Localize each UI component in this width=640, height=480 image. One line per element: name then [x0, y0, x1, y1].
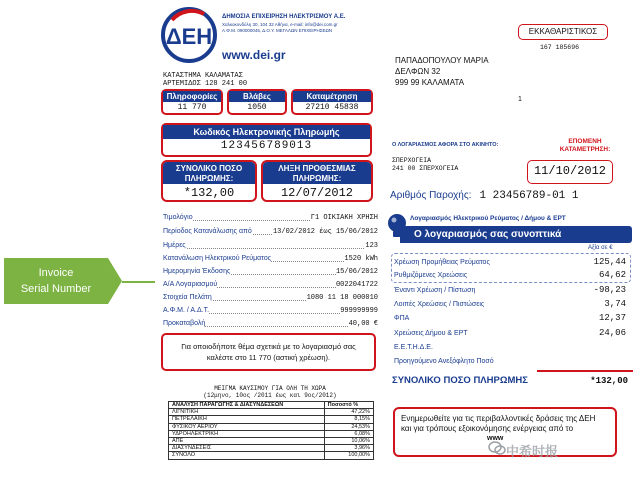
- table-row: ΛΙΓΝΙΤΙΚΗ 47,22%: [169, 409, 374, 416]
- detail-row-prepayment: Προκαταβολή 40,00 €: [163, 320, 378, 328]
- payment-code-value: 123456789013: [220, 140, 313, 152]
- fuel-mix-title: ΜΕΙΓΜΑ ΚΑΥΣΙΜΟΥ ΓΙΑ ΟΛΗ ΤΗ ΧΩΡΑ (12μηνο, 10ος /2011 έως και 9ος/2012): [203, 385, 337, 399]
- info-box-value: 1050: [247, 103, 267, 112]
- table-row: ΦΥΣΙΚΟΥ ΑΕΡΙΟΥ 24,53%: [169, 423, 374, 430]
- store-address: ΚΑΤΑΣΤΗΜΑ ΚΑΛΑΜΑΤΑΣ ΑΡΤΕΜΙΔΟΣ 128 241 00: [163, 72, 248, 88]
- summary-row-municipal: Χρεώσεις Δήμου & ΕΡΤ 24,06: [394, 328, 626, 338]
- detail-row-tariff: Τιμολόγιο Γ1 ΟΙΚΙΑΚΗ ΧΡΗΣΗ: [163, 214, 378, 222]
- dei-logo: [160, 6, 218, 64]
- callout-pointer-line: [122, 281, 155, 283]
- supply-label: Αριθμός Παροχής:: [390, 190, 472, 201]
- summary-caption: Λογαριασμός Ηλεκτρικού Ρεύματος / Δήμου & ΕΡΤ: [410, 215, 566, 222]
- next-meter-label: ΕΠΟΜΕΝΗ ΚΑΤΑΜΕΤΡΗΣΗ:: [559, 138, 611, 153]
- environment-note: Ενημερωθείτε για τις περιβαλλοντικές δράσεις της ΔΕΗ και για τρόπους εξοικονόμησης ενέργειας από το www: [393, 407, 617, 457]
- summary-row-regulated: Ρυθμιζόμενες Χρεώσεις 64,62: [394, 270, 626, 280]
- info-box-label: Πληροφορίες: [163, 91, 221, 102]
- table-row: ΥΔΡΟΗΛΕΚΤΡΙΚΗ 6,08%: [169, 430, 374, 437]
- website-link[interactable]: www.dei.gr: [222, 48, 286, 62]
- table-row: ΣΥΝΟΛΟ 100,00%: [169, 452, 374, 459]
- environment-link[interactable]: www: [487, 435, 504, 442]
- detail-row-consumption: Κατανάλωση Ηλεκτρικού Ρεύματος 1520 kWh: [163, 255, 378, 263]
- fuel-mix-table: [168, 401, 374, 460]
- info-box-label: Βλάβες: [229, 91, 285, 102]
- supply-value: 1 23456789-01 1: [479, 190, 579, 202]
- amount-column-header: Αξία σε €: [588, 245, 613, 251]
- due-label-line1: ΛΗΞΗ ΠΡΟΘΕΣΜΙΑΣ: [278, 164, 356, 173]
- logo-text: ΔΕΗ: [165, 24, 213, 49]
- summary-row-supply: Χρέωση Προμήθειας Ρεύματος 125,44: [394, 257, 626, 267]
- summary-title: Ο λογαριασμός σας συνοπτικά: [400, 226, 632, 243]
- customer-name: ΠΑΠΑΔΟΠΟΥΛΟΥ ΜΑΡΙΑ: [395, 56, 489, 65]
- info-box-info: [161, 89, 223, 115]
- detail-row-issue-date: Ημερομηνία Έκδοσης 15/06/2012: [163, 268, 378, 276]
- receipt-type-box: ΕΚΚΑΘΑΡΙΣΤΙΚΟΣ: [518, 24, 608, 40]
- supply-number: [390, 190, 579, 202]
- detail-row-invoice-serial: Α/Α Λογαριασμού 0022041722: [163, 281, 378, 289]
- property-label: Ο ΛΟΓΑΡΙΑΣΜΟΣ ΑΦΟΡΑ ΣΤΟ ΑΚΙΝΗΤΟ:: [392, 142, 499, 148]
- info-box-faults: [227, 89, 287, 115]
- summary-total: [392, 374, 628, 388]
- summary-row-advance: Έναντι Χρέωση / Πίστωση -98,23: [394, 285, 626, 295]
- chat-bubble-icon: [488, 440, 506, 456]
- info-box-metering: [291, 89, 373, 115]
- company-name: ΔΗΜΟΣΙΑ ΕΠΙΧΕΙΡΗΣΗ ΗΛΕΚΤΡΙΣΜΟΥ Α.Ε.: [222, 14, 346, 20]
- summary-row-other: Λοιπές Χρεώσεις / Πιστώσεις 3,74: [394, 299, 626, 309]
- info-box-value: 11 770: [177, 103, 207, 112]
- customer-street: ΔΕΛΦΩΝ 32: [395, 67, 441, 76]
- table-header: ΑΝΑΛΥΣΗ ΠΑΡΑΓΩΓΗΣ & ΔΙΑΣΥΝΔΕΣΕΩΝ: [169, 402, 325, 409]
- summary-row-vat: ΦΠΑ 12,37: [394, 313, 626, 323]
- detail-row-customer: Στοιχεία Πελάτη 1080 11 18 000010: [163, 294, 378, 302]
- summary-row-previous: Προηγούμενο Ανεξόφλητο Ποσό: [394, 358, 494, 365]
- table-header: Ποσοστό %: [324, 402, 373, 409]
- next-meter-date: 11/10/2012: [527, 160, 613, 184]
- total-divider: [537, 370, 633, 372]
- total-label-line1: ΣΥΝΟΛΙΚΟ ΠΟΣΟ: [175, 164, 243, 173]
- due-date-value: 12/07/2012: [280, 186, 353, 200]
- summary-total-label: ΣΥΝΟΛΙΚΟ ΠΟΣΟ ΠΛΗΡΩΜΗΣ: [392, 375, 528, 386]
- watermark-text: 中希时报: [506, 444, 559, 459]
- detail-row-period: Περίοδος Κατανάλωσης από 13/02/2012 έως 15/06/2012: [163, 228, 378, 236]
- property-address: ΣΠΕΡΧΟΓΕΙΑ 241 00 ΣΠΕΡΧΟΓΕΙΑ: [392, 157, 459, 172]
- info-box-label: Καταμέτρηση: [293, 91, 371, 102]
- detail-row-days: Ημέρες 123: [163, 242, 378, 250]
- customer-city: 999 99 ΚΑΛΑΜΑΤΑ: [395, 78, 465, 87]
- table-row: ΠΕΤΡΕΛΑΙΚΗ 8,15%: [169, 416, 374, 423]
- callout-label: Invoice Serial Number: [20, 267, 92, 295]
- page-number: 1: [518, 96, 522, 103]
- receipt-number: 167 185696: [540, 44, 580, 51]
- table-row: ΔΙΑΣΥΝΔΕΣΕΙΣ 3,96%: [169, 445, 374, 452]
- contact-note: Για οποιοδήποτε θέμα σχετικά με το λογαριασμό σας καλέστε στο 11 770 (αστική χρέωση).: [161, 333, 376, 371]
- total-label-line2: ΠΛΗΡΩΜΗΣ:: [184, 174, 234, 183]
- due-date-box: [261, 160, 373, 202]
- payment-code-label: Κωδικός Ηλεκτρονικής Πληρωμής: [163, 125, 370, 139]
- summary-total-value: *132,00: [590, 376, 628, 386]
- summary-row-eetide: Ε.Ε.Τ.Η.Δ.Ε.: [394, 344, 433, 351]
- table-row: ΑΠΕ 10,06%: [169, 438, 374, 445]
- due-label-line2: ΠΛΗΡΩΜΗΣ:: [292, 174, 342, 183]
- payment-code-box: [161, 123, 372, 157]
- info-box-value: 27210 45838: [305, 103, 359, 112]
- total-amount-value: *132,00: [183, 186, 235, 200]
- total-amount-box: [161, 160, 257, 202]
- company-address: Χαλκοκονδύλη 30, 104 32 Αθήνα, e-mail: info@dei.com.gr Α.Φ.Μ. 090000045, Δ.Ο.Υ. ΜΕΓΑΛΩΝ ΕΠΙΧΕΙΡΗΣΕΩΝ: [222, 22, 338, 33]
- detail-row-vat-id: Α.Φ.Μ. / Α.Δ.Τ. 999999999: [163, 307, 378, 315]
